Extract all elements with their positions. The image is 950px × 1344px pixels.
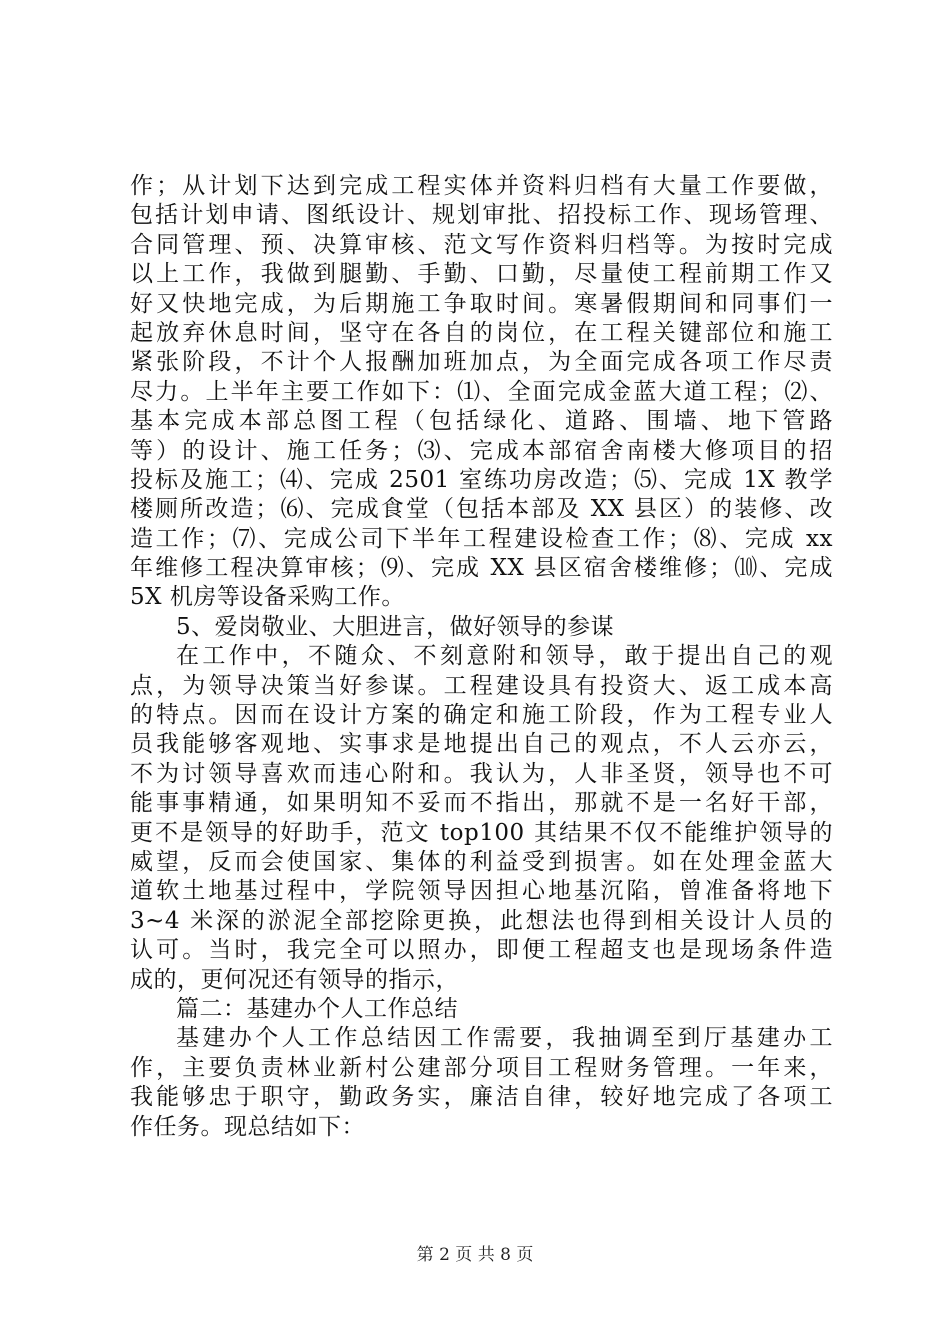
text-line: 我能够忠于职守，勤政务实，廉洁自律，较好地完成了各项工 <box>130 1084 833 1111</box>
text-line: 的特点。因而在设计方案的确定和施工阶段，作为工程专业人 <box>130 702 833 729</box>
page-footer: 第 2 页 共 8 页 <box>416 1245 534 1265</box>
text-line: 基建办个人工作总结因工作需要，我抽调至到厅基建办工 <box>176 1025 833 1052</box>
section-heading: 篇二：基建办个人工作总结 <box>176 995 458 1022</box>
text-line: 合同管理、预、决算审核、范文写作资料归档等。为按时完成 <box>130 231 833 258</box>
text-line: 能事事精通，如果明知不妥而不指出，那就不是一名好干部， <box>130 790 833 817</box>
text-line: 基本完成本部总图工程（包括绿化、道路、围墙、地下管路 <box>130 408 833 435</box>
text-line: 紧张阶段，不计个人报酬加班加点，为全面完成各项工作尽责 <box>130 349 833 376</box>
text-line: 5X 机房等设备采购工作。 <box>130 584 405 611</box>
text-line: 威望，反而会使国家、集体的利益受到损害。如在处理金蓝大 <box>130 848 833 875</box>
text-line: 以上工作，我做到腿勤、手勤、口勤，尽量使工程前期工作又 <box>130 261 833 288</box>
text-line: 起放弃休息时间，坚守在各自的岗位，在工程关键部位和施工 <box>130 319 833 346</box>
text-line: 造工作；⑺、完成公司下半年工程建设检查工作；⑻、完成 xx <box>130 525 833 552</box>
text-line: 尽力。上半年主要工作如下：⑴、全面完成金蓝大道工程；⑵、 <box>130 378 833 405</box>
text-line: 包括计划申请、图纸设计、规划审批、招投标工作、现场管理、 <box>130 202 833 229</box>
text-line: 3~4 米深的淤泥全部挖除更换，此想法也得到相关设计人员的 <box>130 907 833 934</box>
text-line: 更不是领导的好助手，范文 top100 其结果不仅不能维护领导的 <box>130 819 833 846</box>
text-line: 成的，更何况还有领导的指示， <box>130 966 459 993</box>
text-line: 在工作中，不随众、不刻意附和领导，敢于提出自己的观 <box>176 643 833 670</box>
text-line: 道软土地基过程中，学院领导因担心地基沉陷，曾准备将地下 <box>130 878 833 905</box>
section-heading: 5、爱岗敬业、大胆进言，做好领导的参谋 <box>176 613 615 640</box>
text-line: 作；从计划下达到完成工程实体并资料归档有大量工作要做， <box>130 173 833 199</box>
text-line: 点，为领导决策当好参谋。工程建设具有投资大、返工成本高 <box>130 672 833 699</box>
text-line: 不为讨领导喜欢而违心附和。我认为，人非圣贤，领导也不可 <box>130 760 833 787</box>
document-body <box>130 172 833 1142</box>
text-line: 员我能够客观地、实事求是地提出自己的观点，不人云亦云， <box>130 731 833 758</box>
text-line: 等）的设计、施工任务；⑶、完成本部宿舍南楼大修项目的招 <box>130 437 833 464</box>
text-line: 作，主要负责林业新村公建部分项目工程财务管理。一年来， <box>130 1054 833 1081</box>
text-line: 楼厕所改造；⑹、完成食堂（包括本部及 XX 县区）的装修、改 <box>130 496 833 523</box>
text-line: 投标及施工；⑷、完成 2501 室练功房改造；⑸、完成 1X 教学 <box>130 466 833 493</box>
text-line: 好又快地完成，为后期施工争取时间。寒暑假期间和同事们一 <box>130 290 833 317</box>
text-line: 认可。当时，我完全可以照办，即便工程超支也是现场条件造 <box>130 937 833 964</box>
text-line: 年维修工程决算审核；⑼、完成 XX 县区宿舍楼维修；⑽、完成 <box>130 555 833 582</box>
text-line: 作任务。现总结如下： <box>130 1113 365 1140</box>
